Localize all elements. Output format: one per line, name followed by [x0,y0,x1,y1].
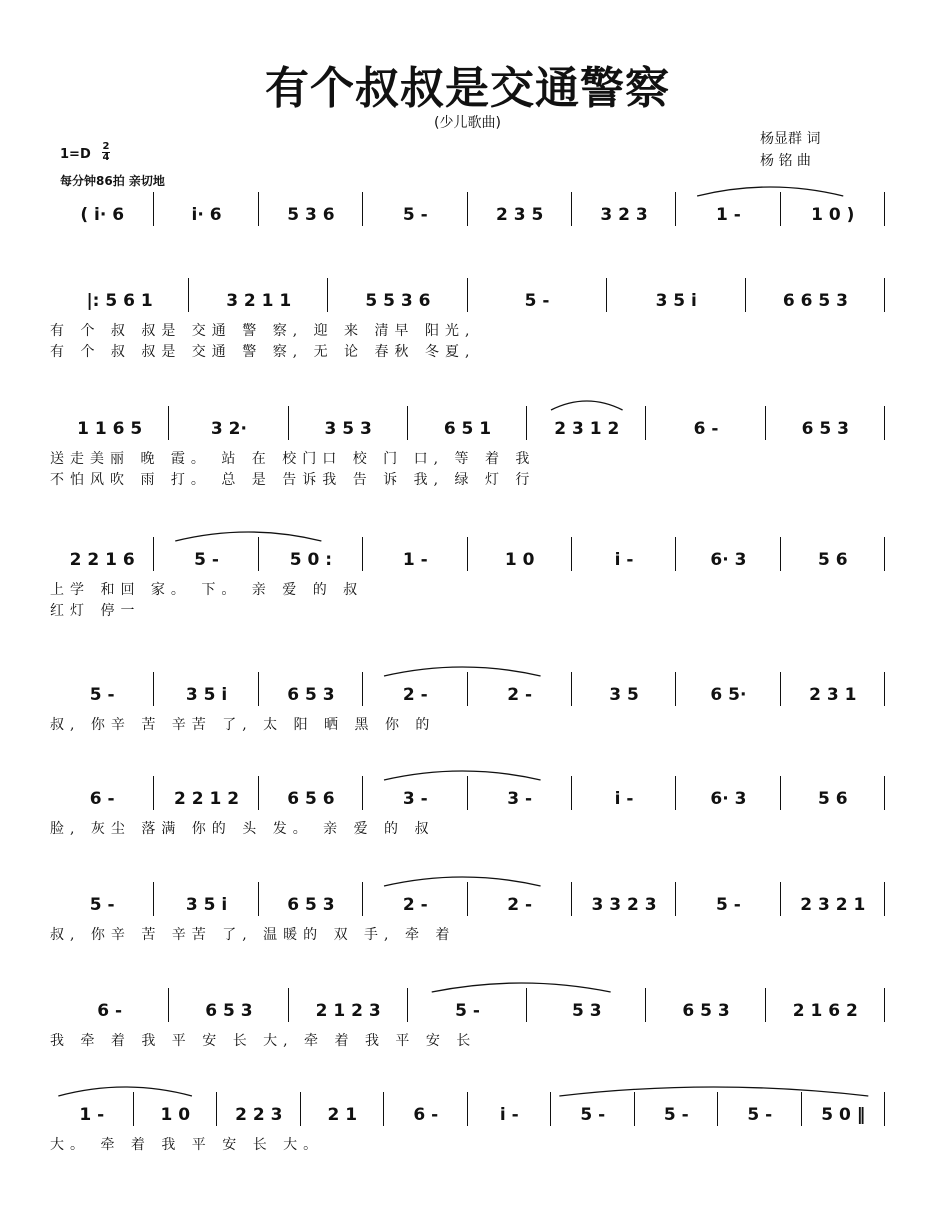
measure: 2 3 2 1 [800,895,866,915]
measure: 3 5 i [185,895,228,915]
slur-marks [50,1100,885,1130]
measure: 2 2 1 2 [174,789,240,809]
measure: 6 5 6 [287,789,335,809]
measure: i· 6 [191,205,222,225]
lyric-line: 大。 牵 着 我 平 安 长 大。 [50,1137,324,1153]
measure: 6 5· [710,685,747,705]
measure: 3 5 i [655,291,697,311]
slur [384,877,541,886]
tempo-marking: 每分钟86拍 亲切地 [60,174,165,188]
lyricist-credit: 杨显群 词 [760,131,821,147]
slur-marks [50,680,885,710]
slur [58,1087,192,1096]
measure: 6 6 5 3 [782,291,848,311]
lyric-line: 脸, 灰尘 落满 你的 头 发。 亲 爱 的 叔 [50,821,435,837]
measure: 6· 3 [710,550,747,570]
measure: 6 5 3 [682,1001,730,1021]
song-subtitle: (少儿歌曲) [434,115,501,131]
song-title: 有个叔叔是交通警察 [265,63,670,114]
measure: 3 - [507,789,533,809]
measure: 2 - [402,685,428,705]
measure: 3 5 i [185,685,228,705]
key-signature: 1=D [60,147,91,162]
measure: 2 3 1 [809,685,857,705]
slur [384,771,541,780]
measure: 5 - [663,1105,689,1125]
measure: 5 - [580,1105,606,1125]
measure: 5 3 6 [287,205,335,225]
slur-marks [50,890,885,920]
measure: 5 0 : [289,550,333,570]
composer-credit: 杨 铭 曲 [760,153,811,169]
measure: 5 - [402,205,428,225]
measure: 5 5 3 6 [365,291,431,311]
measure: ( i· 6 [80,205,125,225]
measure: 5 - [747,1105,773,1125]
lyric-line: 红灯 停一 [50,603,141,619]
lyric-line: 叔, 你辛 苦 辛苦 了, 太 阳 晒 黑 你 的 [50,717,436,733]
measure: 2 - [507,895,533,915]
measure: 6 - [693,419,719,439]
measure: 1 - [79,1105,105,1125]
measure: 1 0 ) [811,205,855,225]
measure: 3 5 3 [324,419,372,439]
measure: 6 5 3 [287,685,335,705]
measure: i - [499,1105,519,1125]
slur-marks [50,200,885,230]
lyric-line: 我 牵 着 我 平 安 长 大, 牵 着 我 平 安 长 [50,1033,477,1049]
measure: i - [614,550,634,570]
measure: 5 - [455,1001,480,1021]
measure: 2 2 3 [235,1105,283,1125]
time-signature [102,142,110,163]
measure: 2 2 1 6 [69,550,135,570]
measure: 6· 3 [710,789,747,809]
measure: |: 5 6 1 [86,291,153,311]
measure: 3 2 3 [600,205,648,225]
lyric-line: 有 个 叔 叔是 交通 警 察, 无 论 春秋 冬夏, [50,344,476,360]
slur [384,667,541,676]
time-signature-bottom: 4 [102,152,110,163]
measure: 5 6 [818,789,848,809]
measure: 5 - [524,291,550,311]
lyric-line: 送走美丽 晚 霞。 站 在 校门口 校 门 口, 等 着 我 [50,451,536,467]
slur [559,1087,868,1096]
slur [697,187,843,196]
slur-marks [50,545,885,575]
measure: 5 0 ‖ [821,1105,866,1125]
measure: 1 - [716,205,741,225]
measure: 3 - [402,789,428,809]
lyric-line: 有 个 叔 叔是 交通 警 察, 迎 来 清早 阳光, [50,323,476,339]
measure: 6 5 1 [443,419,492,439]
measure: 5 - [194,550,219,570]
slur-marks [50,784,885,814]
slur [432,983,611,992]
lyric-line: 不怕风吹 雨 打。 总 是 告诉我 告 诉 我, 绿 灯 行 [50,472,536,488]
measure: 6 - [97,1001,123,1021]
measure: 2 - [507,685,533,705]
slur-marks [50,286,885,316]
measure: 5 - [89,895,115,915]
measure: 6 5 3 [287,895,335,915]
measure: 6 - [89,789,115,809]
measure: 6 - [413,1105,439,1125]
measure: 6 5 3 [205,1001,253,1021]
measure: 2 1 [327,1105,358,1125]
lyric-line: 叔, 你辛 苦 辛苦 了, 温暖的 双 手, 牵 着 [50,927,456,943]
measure: 3 5 [609,685,639,705]
measure: 5 - [716,895,741,915]
measure: i - [614,789,634,809]
time-signature-top: 2 [102,141,110,152]
slur [175,532,321,541]
measure: 5 - [89,685,115,705]
measure: 5 6 [818,550,848,570]
slur [551,401,623,410]
measure: 2 1 2 3 [315,1001,381,1021]
slur-marks [50,996,885,1026]
measure: 3 2 1 1 [226,291,292,311]
measure: 1 0 [160,1105,191,1125]
measure: 3 3 2 3 [591,895,657,915]
lyric-line: 上学 和回 家。 下。 亲 爱 的 叔 [50,582,364,598]
measure: 1 0 [504,550,535,570]
measure: 3 2· [210,419,247,439]
measure: 1 1 6 5 [77,419,143,439]
slur-marks [50,414,885,444]
measure: 2 3 1 2 [554,419,620,439]
measure: 1 - [402,550,428,570]
measure: 2 3 5 [496,205,544,225]
measure: 2 1 6 2 [792,1001,858,1021]
measure: 5 3 [571,1001,602,1021]
measure: 2 - [402,895,428,915]
measure: 6 5 3 [801,419,849,439]
